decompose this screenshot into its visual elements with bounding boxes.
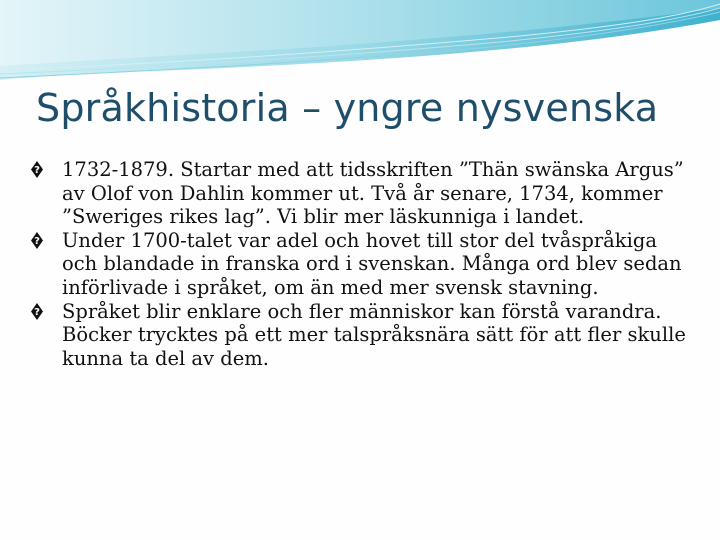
svg-text:?: ? xyxy=(34,165,40,176)
bullet-item xyxy=(30,158,692,229)
missing-glyph-icon xyxy=(30,229,62,253)
slide-title: Språkhistoria – yngre nysvenska xyxy=(36,86,659,130)
header-wave-decoration xyxy=(0,0,720,90)
bullet-text: Under 1700-talet var adel och hovet till stor del tvåspråkiga och blandade in franska ord i svenskan. Många ord blev sedan införlivade i språket, om än med mer svensk stavning. xyxy=(62,228,682,299)
bullet-list xyxy=(30,158,692,370)
bullet-item xyxy=(30,229,692,300)
svg-text:?: ? xyxy=(34,306,40,318)
bullet-text: 1732-1879. Startar med att tidsskriften ”Thän swänska Argus” av Olof von Dahlin kommer ut. Två år senare, 1734, kommer ”Sweriges rikes lag”. Vi blir mer läskunniga i landet. xyxy=(62,158,684,229)
missing-glyph-icon xyxy=(30,158,62,182)
bullet-text: Språket blir enklare och fler människor kan förstå varandra. Böcker trycktes på ett mer talspråksnära sätt för att fler skulle kunna ta del av dem. xyxy=(62,299,686,370)
missing-glyph-icon xyxy=(30,300,62,324)
svg-text:?: ? xyxy=(34,235,40,247)
bullet-item xyxy=(30,300,692,371)
